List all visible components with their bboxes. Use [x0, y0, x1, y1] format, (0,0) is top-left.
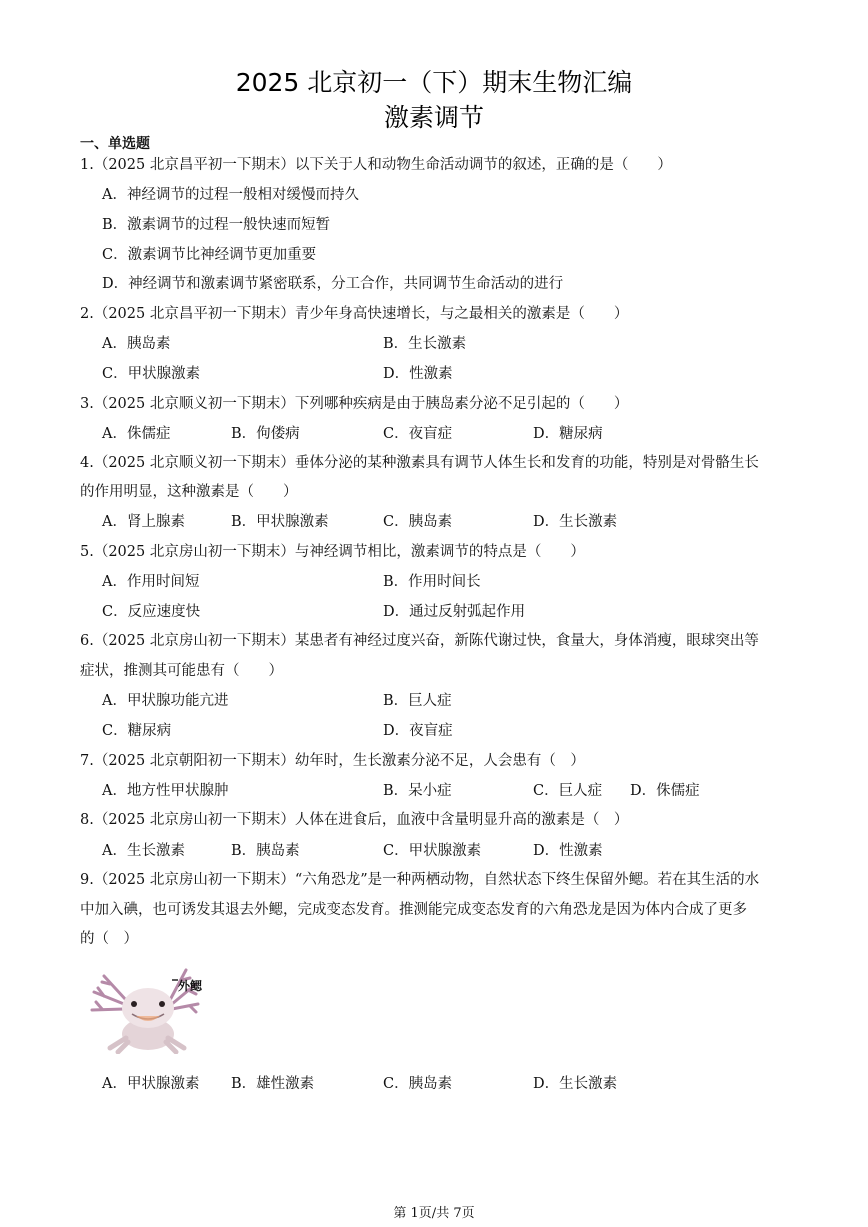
q2-option-c: C．甲状腺激素 [102, 366, 201, 382]
question-4-stem-cont: 的作用明显，这种激素是（ ） [80, 484, 298, 500]
q6-option-c: C．糖尿病 [102, 723, 172, 739]
q2-option-a: A．胰岛素 [102, 336, 171, 352]
q5-option-a: A．作用时间短 [102, 574, 200, 590]
gill-label: 外鳃 [178, 979, 203, 993]
q4-option-b: B．甲状腺激素 [231, 514, 329, 530]
q8-option-b: B．胰岛素 [231, 843, 300, 859]
q3-option-d: D．糖尿病 [533, 426, 603, 442]
q7-option-c: C．巨人症 [533, 783, 603, 799]
q5-option-b: B．作用时间长 [383, 574, 481, 590]
page-subtitle: 激素调节 [383, 103, 484, 132]
question-9-stem-cont2: 的（ ） [80, 931, 138, 947]
page-footer: 第 1页/共 7页 [393, 1206, 475, 1221]
q8-option-d: D．性激素 [533, 843, 603, 859]
q4-option-d: D．生长激素 [533, 514, 618, 530]
q3-option-a: A．侏儒症 [102, 426, 171, 442]
question-6-stem: 6.（2025 北京房山初一下期末）某患者有神经过度兴奋，新陈代谢过快，食量大，身体消瘦，眼球突出等 [80, 633, 759, 649]
question-6-stem-cont: 症状，推测其可能患有（ ） [80, 663, 283, 679]
q5-option-d: D．通过反射弧起作用 [383, 604, 526, 620]
q4-option-c: C．胰岛素 [383, 514, 453, 530]
q1-option-c: C．激素调节比神经调节更加重要 [102, 247, 317, 263]
q7-option-b: B．呆小症 [383, 783, 452, 799]
q7-option-a: A．地方性甲状腺肿 [102, 783, 229, 799]
q9-option-d: D．生长激素 [533, 1076, 618, 1092]
q7-option-d: D．侏儒症 [630, 783, 700, 799]
question-3-stem: 3.（2025 北京顺义初一下期末）下列哪种疾病是由于胰岛素分泌不足引起的（ ） [80, 396, 629, 412]
axolotl-figure [86, 962, 226, 1054]
question-2-stem: 2.（2025 北京昌平初一下期末）青少年身高快速增长，与之最相关的激素是（ ） [80, 306, 629, 322]
q9-option-c: C．胰岛素 [383, 1076, 453, 1092]
question-9-stem: 9.（2025 北京房山初一下期末）“六角恐龙”是一种两栖动物，自然状态下终生保留外鳃。若在其生活的水 [80, 872, 760, 888]
q6-option-b: B．巨人症 [383, 693, 452, 709]
q1-option-b: B．激素调节的过程一般快速而短暂 [102, 217, 331, 233]
q9-option-b: B．雄性激素 [231, 1076, 315, 1092]
q2-option-b: B．生长激素 [383, 336, 467, 352]
q6-option-a: A．甲状腺功能亢进 [102, 693, 229, 709]
q8-option-a: A．生长激素 [102, 843, 185, 859]
question-7-stem: 7.（2025 北京朝阳初一下期末）幼年时，生长激素分泌不足，人会患有（ ） [80, 753, 585, 769]
question-5-stem: 5.（2025 北京房山初一下期末）与神经调节相比，激素调节的特点是（ ） [80, 544, 585, 560]
q4-option-a: A．肾上腺素 [102, 514, 185, 530]
q1-option-d: D．神经调节和激素调节紧密联系，分工合作，共同调节生命活动的进行 [102, 276, 564, 292]
question-8-stem: 8.（2025 北京房山初一下期末）人体在进食后，血液中含量明显升高的激素是（ ） [80, 812, 629, 828]
q6-option-d: D．夜盲症 [383, 723, 453, 739]
q1-option-a: A．神经调节的过程一般相对缓慢而持久 [102, 187, 359, 203]
q5-option-c: C．反应速度快 [102, 604, 201, 620]
question-9-stem-cont: 中加入碘，也可诱发其退去外鳃，完成变态发育。推测能完成变态发育的六角恐龙是因为体内合成了更多 [80, 902, 747, 918]
question-1-stem: 1.（2025 北京昌平初一下期末）以下关于人和动物生命活动调节的叙述，正确的是（ ） [80, 157, 672, 173]
question-4-stem: 4.（2025 北京顺义初一下期末）垂体分泌的某种激素具有调节人体生长和发育的功能，特别是对骨骼生长 [80, 455, 759, 471]
page-title: 2025 北京初一（下）期末生物汇编 [235, 68, 633, 97]
q3-option-c: C．夜盲症 [383, 426, 453, 442]
q3-option-b: B．佝偻病 [231, 426, 300, 442]
q8-option-c: C．甲状腺激素 [383, 843, 482, 859]
q9-option-a: A．甲状腺激素 [102, 1076, 200, 1092]
section-heading: 一、单选题 [80, 136, 150, 152]
q2-option-d: D．性激素 [383, 366, 453, 382]
